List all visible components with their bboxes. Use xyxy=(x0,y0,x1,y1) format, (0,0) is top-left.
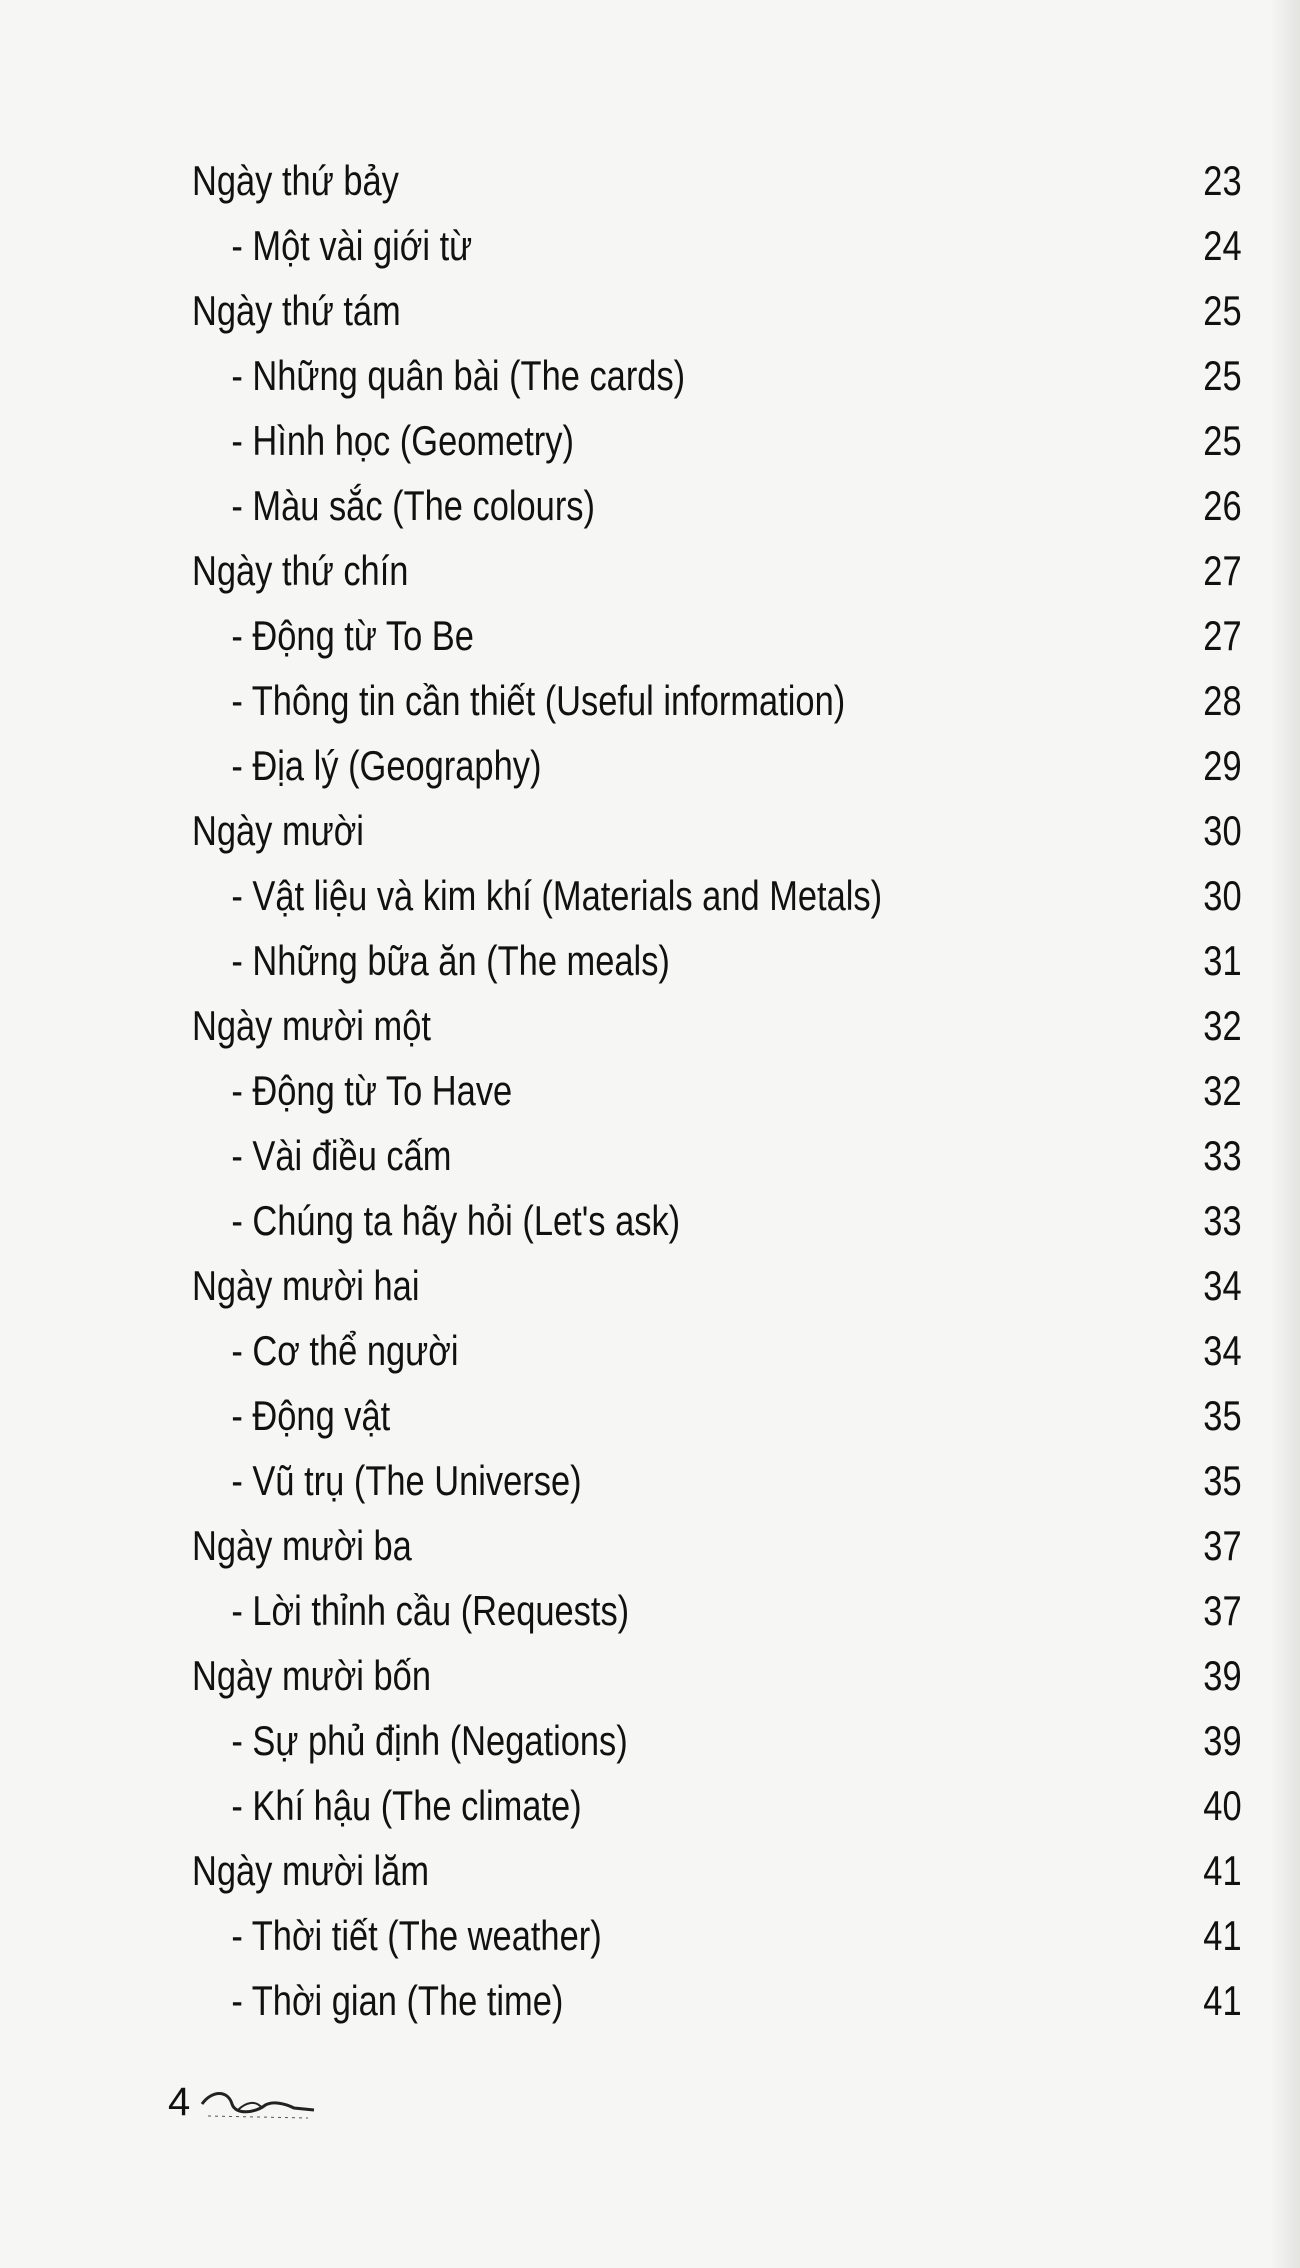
toc-entry-page-number: 39 xyxy=(1203,1652,1242,1699)
toc-entry-title: - Cơ thể người xyxy=(231,1327,459,1374)
toc-subentry xyxy=(192,1383,1266,1448)
toc-entry-title: - Những quân bài (The cards) xyxy=(231,352,686,399)
toc-subentry xyxy=(192,1968,1266,2033)
toc-entry-page-number: 39 xyxy=(1203,1717,1242,1764)
toc-entry-page-number: 37 xyxy=(1203,1587,1242,1634)
toc-entry-title: - Động vật xyxy=(231,1392,391,1439)
toc-entry xyxy=(192,1253,1266,1318)
toc-entry-title: - Vật liệu và kim khí (Materials and Metals) xyxy=(231,872,883,919)
toc-subentry xyxy=(192,668,1266,733)
toc-entry-page-number: 25 xyxy=(1203,287,1242,334)
toc-subentry xyxy=(192,1448,1266,1513)
toc-entry-page-number: 32 xyxy=(1203,1002,1242,1049)
toc-entry-title: - Thông tin cần thiết (Useful information) xyxy=(231,677,846,724)
toc-entry-page-number: 33 xyxy=(1203,1197,1242,1244)
toc-entry-title: - Sự phủ định (Negations) xyxy=(231,1717,628,1764)
toc-entry-page-number: 35 xyxy=(1203,1457,1242,1504)
toc-entry-title: - Màu sắc (The colours) xyxy=(231,482,596,529)
toc-entry-page-number: 32 xyxy=(1203,1067,1242,1114)
toc-subentry xyxy=(192,1773,1266,1838)
toc-subentry xyxy=(192,1708,1266,1773)
toc-entry-page-number: 41 xyxy=(1203,1847,1242,1894)
toc-entry-page-number: 24 xyxy=(1203,222,1242,269)
toc-entry-page-number: 34 xyxy=(1203,1262,1242,1309)
toc-entry-page-number: 25 xyxy=(1203,417,1242,464)
toc-entry-page-number: 37 xyxy=(1203,1522,1242,1569)
toc-entry-title: - Địa lý (Geography) xyxy=(231,742,542,789)
toc-subentry xyxy=(192,473,1266,538)
toc-entry-page-number: 41 xyxy=(1203,1912,1242,1959)
toc-subentry xyxy=(192,1578,1266,1643)
toc-entry xyxy=(192,278,1266,343)
toc-entry-title: - Thời gian (The time) xyxy=(231,1977,564,2024)
toc-subentry xyxy=(192,1123,1266,1188)
toc-subentry xyxy=(192,213,1266,278)
toc-entry xyxy=(192,993,1266,1058)
toc-subentry xyxy=(192,603,1266,668)
toc-entry-title: - Vài điều cấm xyxy=(231,1132,452,1179)
toc-entry-title: - Động từ To Have xyxy=(231,1067,513,1114)
page-number: 4 xyxy=(168,2080,191,2124)
toc-subentry xyxy=(192,1903,1266,1968)
toc-entry-title: Ngày mười lăm xyxy=(192,1847,430,1894)
page-edge-shadow xyxy=(1270,0,1300,2268)
toc-entry-page-number: 23 xyxy=(1203,157,1242,204)
toc-entry-page-number: 26 xyxy=(1203,482,1242,529)
toc-entry-title: - Lời thỉnh cầu (Requests) xyxy=(231,1587,630,1634)
toc-subentry xyxy=(192,1058,1266,1123)
toc-entry-page-number: 35 xyxy=(1203,1392,1242,1439)
toc-entry-page-number: 41 xyxy=(1203,1977,1242,2024)
toc-entry-title: Ngày thứ chín xyxy=(192,547,409,594)
toc-subentry xyxy=(192,733,1266,798)
toc-subentry xyxy=(192,863,1266,928)
toc-entry xyxy=(192,148,1266,213)
toc-entry xyxy=(192,798,1266,863)
table-of-contents xyxy=(192,148,1282,2033)
toc-entry-title: Ngày mười xyxy=(192,807,364,854)
toc-entry-title: Ngày mười hai xyxy=(192,1262,420,1309)
toc-entry-page-number: 27 xyxy=(1203,612,1242,659)
toc-entry-page-number: 34 xyxy=(1203,1327,1242,1374)
toc-subentry xyxy=(192,1318,1266,1383)
toc-entry xyxy=(192,1838,1266,1903)
toc-entry xyxy=(192,538,1266,603)
toc-entry-title: - Một vài giới từ xyxy=(231,222,473,269)
toc-entry-title: - Khí hậu (The climate) xyxy=(231,1782,582,1829)
toc-entry-title: Ngày mười một xyxy=(192,1002,431,1049)
toc-entry-page-number: 25 xyxy=(1203,352,1242,399)
toc-entry-title: - Chúng ta hãy hỏi (Let's ask) xyxy=(231,1197,681,1244)
toc-entry-page-number: 30 xyxy=(1203,807,1242,854)
toc-entry xyxy=(192,1643,1266,1708)
toc-subentry xyxy=(192,928,1266,993)
toc-entry-title: - Động từ To Be xyxy=(231,612,474,659)
toc-entry-page-number: 28 xyxy=(1203,677,1242,724)
toc-subentry xyxy=(192,408,1266,473)
toc-entry-page-number: 27 xyxy=(1203,547,1242,594)
toc-entry-page-number: 29 xyxy=(1203,742,1242,789)
toc-entry-title: - Vũ trụ (The Universe) xyxy=(231,1457,582,1504)
toc-entry-title: Ngày thứ bảy xyxy=(192,157,399,204)
toc-entry-title: - Hình học (Geometry) xyxy=(231,417,574,464)
ornament-swirl-icon xyxy=(198,2082,318,2132)
toc-entry-title: Ngày mười ba xyxy=(192,1522,412,1569)
toc-entry-title: Ngày mười bốn xyxy=(192,1652,431,1699)
toc-entry-title: Ngày thứ tám xyxy=(192,287,401,334)
toc-subentry xyxy=(192,343,1266,408)
toc-entry-title: - Những bữa ăn (The meals) xyxy=(231,937,670,984)
toc-entry-page-number: 31 xyxy=(1203,937,1242,984)
toc-entry-title: - Thời tiết (The weather) xyxy=(231,1912,602,1959)
toc-entry-page-number: 40 xyxy=(1203,1782,1242,1829)
toc-subentry xyxy=(192,1188,1266,1253)
toc-entry xyxy=(192,1513,1266,1578)
toc-entry-page-number: 30 xyxy=(1203,872,1242,919)
toc-entry-page-number: 33 xyxy=(1203,1132,1242,1179)
